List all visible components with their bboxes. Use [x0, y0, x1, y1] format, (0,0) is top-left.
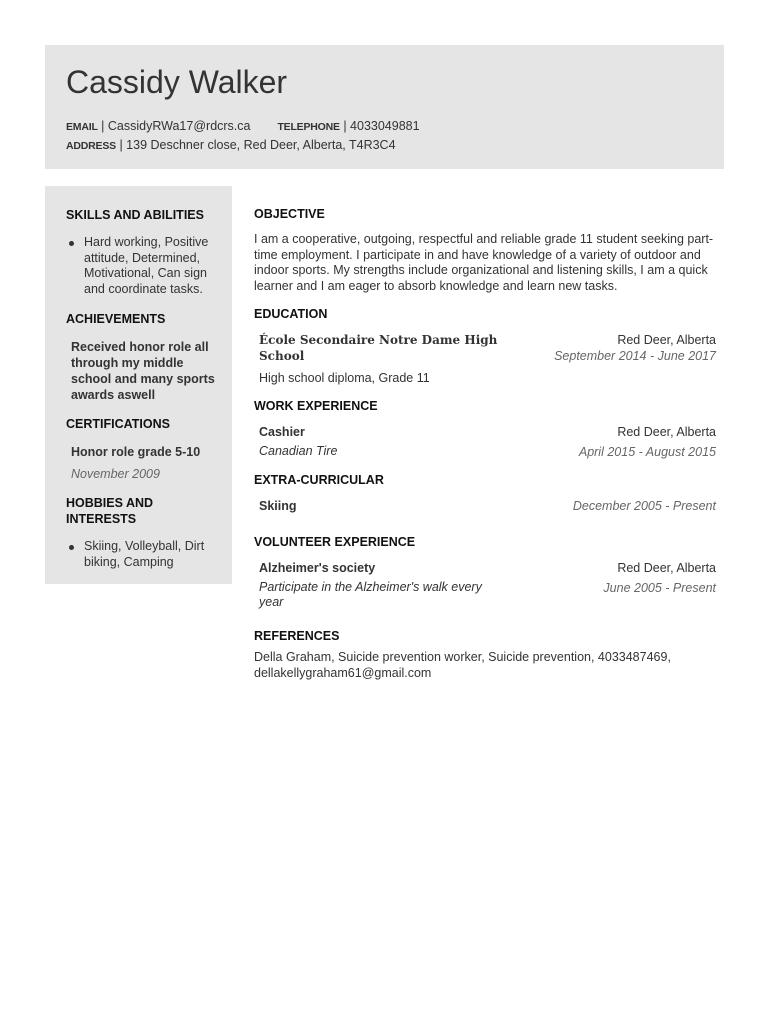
objective-text: I am a cooperative, outgoing, respectful and reliable grade 11 student seeking part-time employment. I participate in and have knowledge of a variety of outdoor and indoor sports. My strengths include organizational and listening skills, I am a quick learner and I am eager to absorb knowledge and learn new tasks.: [254, 232, 714, 293]
objective-heading: OBJECTIVE: [254, 207, 325, 221]
volunteer-heading: VOLUNTEER EXPERIENCE: [254, 535, 416, 549]
education-detail: High school diploma, Grade 11: [259, 371, 430, 385]
telephone-value: 4033049881: [350, 119, 420, 133]
bullet-icon: [69, 545, 74, 550]
extra-title: Skiing: [259, 499, 297, 513]
achievements-heading: ACHIEVEMENTS: [66, 312, 166, 326]
skills-heading: SKILLS AND ABILITIES: [66, 208, 204, 222]
school-location: Red Deer, Alberta: [617, 333, 716, 347]
volunteer-entry: [259, 560, 716, 610]
address-value: 139 Deschner close, Red Deer, Alberta, T4R3C4: [126, 138, 396, 152]
contact-line-2: [66, 136, 724, 155]
sidebar: [45, 186, 232, 584]
bullet-icon: [69, 241, 74, 246]
education-heading: EDUCATION: [254, 307, 328, 321]
certifications-heading: CERTIFICATIONS: [66, 417, 170, 431]
achievement-text: Received honor role all through my middle school and many sports awards aswell: [71, 340, 215, 402]
separator: |: [101, 119, 105, 133]
skills-list: [66, 235, 220, 297]
references-heading: REFERENCES: [254, 629, 340, 643]
work-entry: [259, 424, 716, 460]
job-title: Cashier: [259, 425, 305, 439]
volunteer-dates: June 2005 - Present: [603, 581, 716, 595]
certification-text: Honor role grade 5-10: [71, 445, 201, 459]
job-employer: Canadian Tire: [259, 444, 338, 458]
resume-header: [45, 45, 724, 169]
address-label: ADDRESS: [66, 140, 116, 152]
work-heading: WORK EXPERIENCE: [254, 399, 378, 413]
volunteer-title: Alzheimer's society: [259, 561, 376, 575]
separator: |: [343, 119, 347, 133]
hobbies-heading: HOBBIES AND INTERESTS: [66, 496, 154, 526]
extra-entry: [259, 498, 716, 514]
school-name: École Secondaire Notre Dame High School: [259, 333, 498, 363]
hobby-text: Skiing, Volleyball, Dirt biking, Camping: [84, 539, 205, 569]
job-dates: April 2015 - August 2015: [578, 445, 716, 459]
list-item: [66, 235, 220, 297]
volunteer-detail: Participate in the Alzheimer's walk every year: [259, 580, 482, 609]
job-location: Red Deer, Alberta: [617, 425, 716, 439]
contact-line-1: [66, 117, 724, 136]
telephone-label: TELEPHONE: [277, 121, 340, 133]
hobbies-list: [66, 539, 220, 570]
skill-text: Hard working, Positive attitude, Determined, Motivational, Can sign and coordinate tasks.: [84, 235, 209, 296]
extra-dates: December 2005 - Present: [572, 499, 716, 513]
references-text: Della Graham, Suicide prevention worker, Suicide prevention, 4033487469, dellakellygraham61@gmail.com: [254, 650, 671, 680]
certification-date: November 2009: [71, 467, 160, 481]
list-item: [66, 539, 220, 570]
main-content: [254, 206, 716, 681]
school-dates: September 2014 - June 2017: [554, 349, 716, 363]
volunteer-location: Red Deer, Alberta: [617, 561, 716, 575]
email-label: EMAIL: [66, 121, 98, 133]
separator: |: [119, 138, 123, 152]
extra-heading: EXTRA-CURRICULAR: [254, 473, 384, 487]
education-entry: [259, 332, 716, 386]
email-value[interactable]: CassidyRWa17@rdcrs.ca: [107, 119, 251, 133]
candidate-name: Cassidy Walker: [66, 64, 288, 100]
